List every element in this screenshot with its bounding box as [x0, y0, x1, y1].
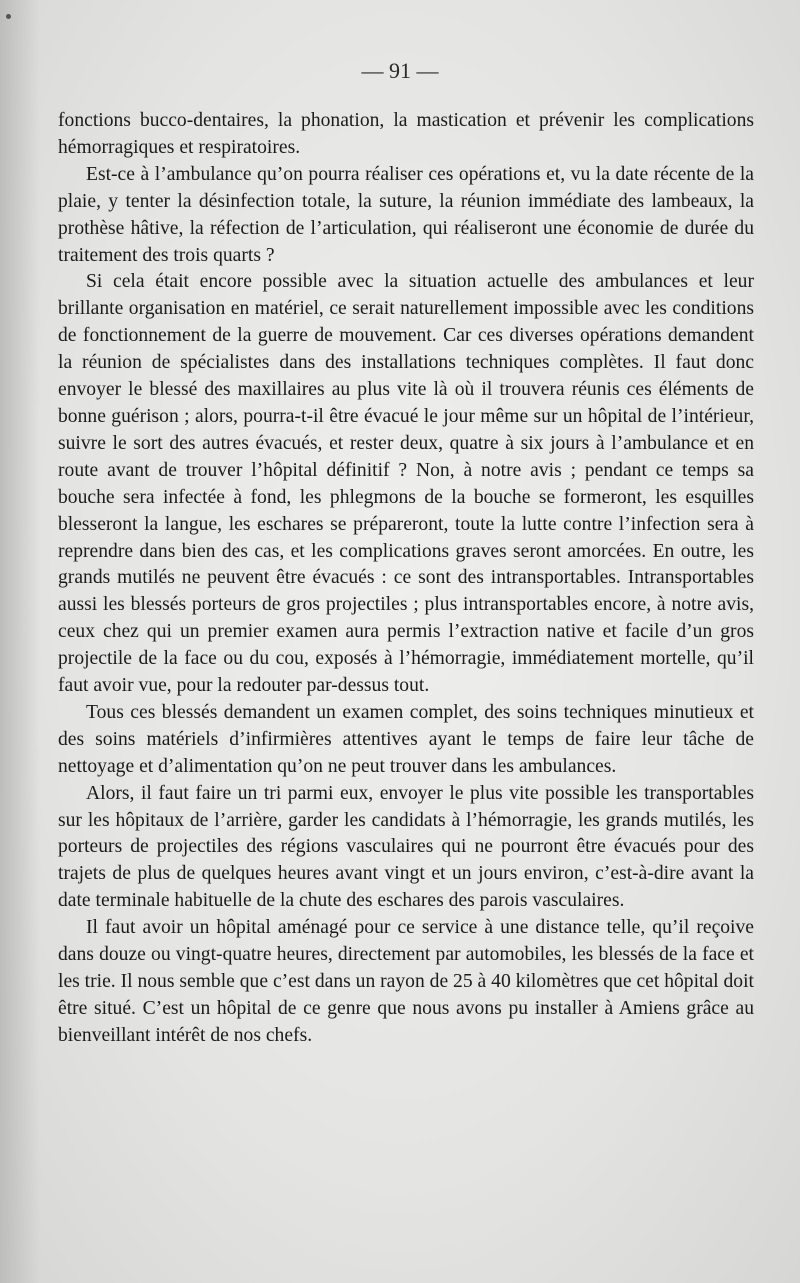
paragraph: Est-ce à l’ambulance qu’on pourra réaliser ces opérations et, vu la date récente de la plaie, y tenter la désinfection totale, la suture, la réunion immédiate des lambeaux, la prothèse hâtive, la réfection de l’articulation, qui réaliseront une économie de durée du traitement des trois quarts ?: [58, 163, 754, 266]
page-edge-shadow: [0, 0, 40, 1283]
page-number: — 91 —: [361, 58, 439, 83]
paragraph: Si cela était encore possible avec la situation actuelle des ambulances et leur brillante organisation en matériel, ce serait naturellement impossible avec les conditions de fonctionnement de la guerre de mouvement. Car ces diverses opérations demandent la réunion de spécialistes dans des installations techniques complètes. Il faut donc envoyer le blessé des maxillaires au plus vite là où il trouvera réunis ces éléments de bonne guérison ; alors, pourra-t-il être évacué le jour même sur un hôpital de l’intérieur, suivre le sort des autres évacués, et rester deux, quatre à six jours à l’ambulance et en route avant de trouver l’hôpital définitif ? Non, à notre avis ; pendant ce temps sa bouche sera infectée à fond, les phlegmons de la bouche se formeront, les esquilles blesseront la langue, les eschares se prépareront, toute la lutte contre l’infection sera à reprendre dans bien des cas, et les complications graves seront amorcées. En outre, les grands mutilés ne peuvent être évacués : ce sont des intransportables. Intransportables aussi les blessés porteurs de gros projectiles ; plus intransportables encore, à notre avis, ceux chez qui un premier examen aura permis l’extraction native et facile d’un gros projectile de la face ou du cou, exposés à l’hémorragie, immédiatement mortelle, qu’il faut avoir vue, pour la redouter par-dessus tout.: [58, 271, 754, 697]
ink-speck: [6, 14, 11, 19]
paragraph: Alors, il faut faire un tri parmi eux, envoyer le plus vite possible les transportables sur les hôpitaux de l’arrière, garder les candidats à l’hémorragie, les grands mutilés, les porteurs de projectiles des régions vasculaires qui ne pourront être évacués pour des trajets de plus de quelques heures avant vingt et un jours environ, c’est-à-dire avant la date terminale habituelle de la chute des eschares des parois vasculaires.: [58, 782, 754, 912]
paragraph: Tous ces blessés demandent un examen complet, des soins techniques minutieux et des soins matériels d’infirmières attentives ayant le temps de faire leur tâche de nettoyage et d’alimentation qu’on ne peut trouver dans les ambulances.: [58, 701, 754, 777]
paragraph: fonctions bucco-dentaires, la phonation, la mastication et prévenir les complications hémorragiques et respiratoires.: [58, 110, 754, 158]
body-text: [58, 108, 754, 1050]
paragraph: Il faut avoir un hôpital aménagé pour ce service à une distance telle, qu’il reçoive dans douze ou vingt-quatre heures, directement par automobiles, les blessés de la face et les trie. Il nous semble que c’est dans un rayon de 25 à 40 kilomètres que cet hôpital doit être situé. C’est un hôpital de ce genre que nous avons pu installer à Amiens grâce au bienveillant intérêt de nos chefs.: [58, 917, 754, 1046]
